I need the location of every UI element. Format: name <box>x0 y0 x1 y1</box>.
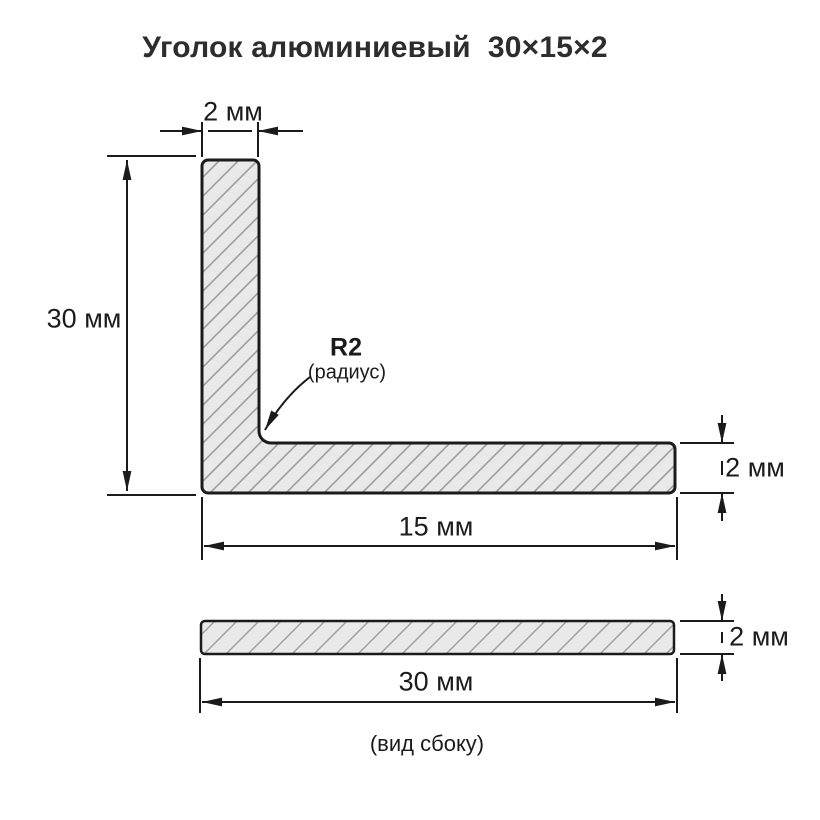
label-radius: R2 <box>330 333 362 362</box>
radius-leader-arrow <box>265 377 310 430</box>
dimension-side-thickness <box>680 594 734 681</box>
label-top-thickness: 2 мм <box>203 96 263 127</box>
side-view-bar <box>201 621 674 654</box>
label-side-length: 30 мм <box>398 666 474 697</box>
label-width: 15 мм <box>398 511 474 542</box>
label-side-thickness: 2 мм <box>729 621 789 652</box>
front-view-l-profile <box>202 160 675 493</box>
label-radius-note: (радиус) <box>307 361 387 384</box>
label-side-view-caption: (вид сбоку) <box>369 731 485 756</box>
label-flange-thickness: 2 мм <box>725 452 785 483</box>
label-height: 30 мм <box>46 303 122 334</box>
page-title: Уголок алюминиевый 30×15×2 <box>142 31 608 64</box>
